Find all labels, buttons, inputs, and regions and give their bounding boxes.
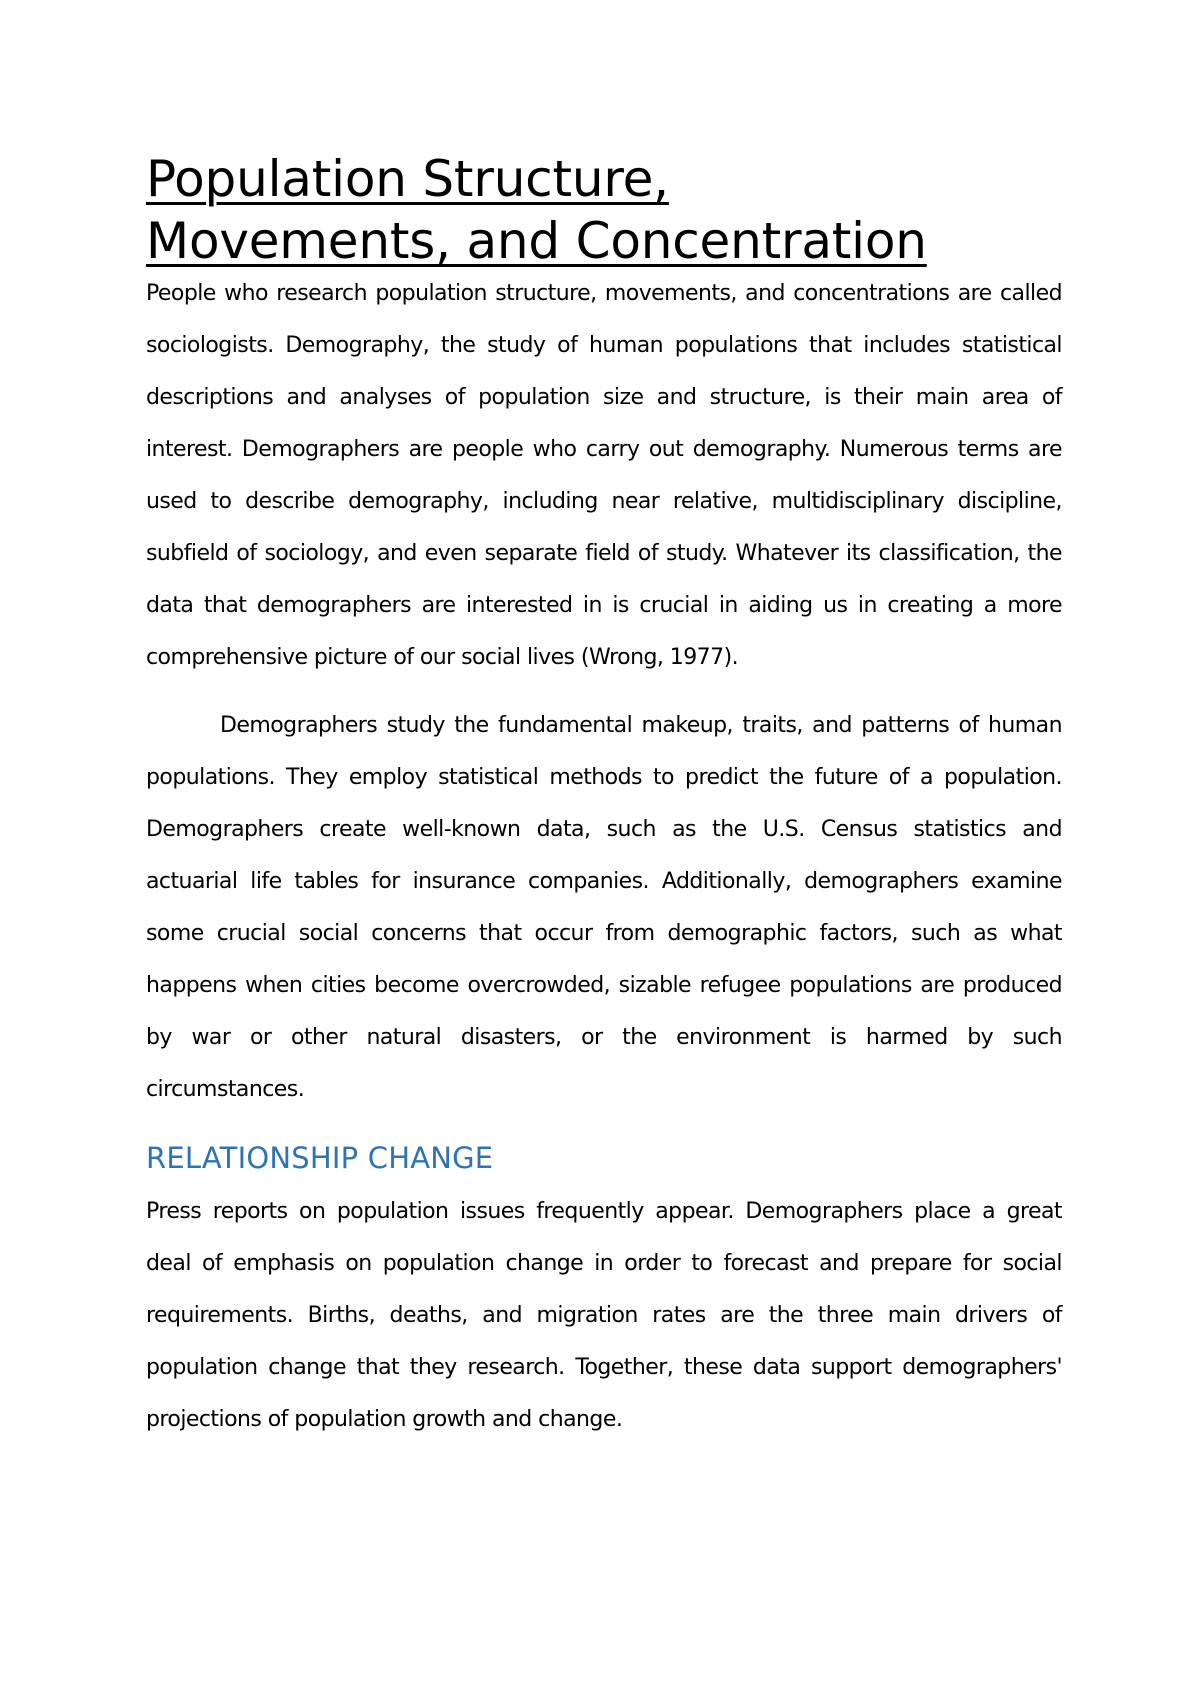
document-title [146, 148, 1062, 272]
document-title-line-1: Population Structure, [146, 150, 669, 208]
document-title-line-2: Movements, and Concentration [146, 212, 927, 270]
paragraph-relationship-change: Press reports on population issues frequently appear. Demographers place a great deal of emphasis on population change in order to forecast and prepare for social requirements. Births, deaths, and migration rates are the three main drivers of population change that they research. Together, these data support demographers' projections of population growth and change. [146, 1199, 1062, 1432]
section-heading: RELATIONSHIP CHANGE [146, 1141, 494, 1175]
paragraph-demographers: Demographers study the fundamental makeup, traits, and patterns of human populations. They employ statistical methods to predict the future of a population. Demographers create well-known data, such as the U.S. Census statistics and actuarial life tables for insurance companies. Additionally, demographers examine some crucial social concerns that occur from demographic factors, such as what happens when cities become overcrowded, sizable refugee populations are produced by war or other natural disasters, or the environment is harmed by such circumstances. [146, 713, 1062, 1102]
paragraph-intro: People who research population structure, movements, and concentrations are called sociologists. Demography, the study of human populations that includes statistical descriptions and analyses of population size and structure, is their main area of interest. Demographers are people who carry out demography. Numerous terms are used to describe demography, including near relative, multidisciplinary discipline, subfield of sociology, and even separate field of study. Whatever its classification, the data that demographers are interested in is crucial in aiding us in creating a more comprehensive picture of our social lives (Wrong, 1977). [146, 281, 1062, 670]
document-body [146, 148, 1062, 1446]
